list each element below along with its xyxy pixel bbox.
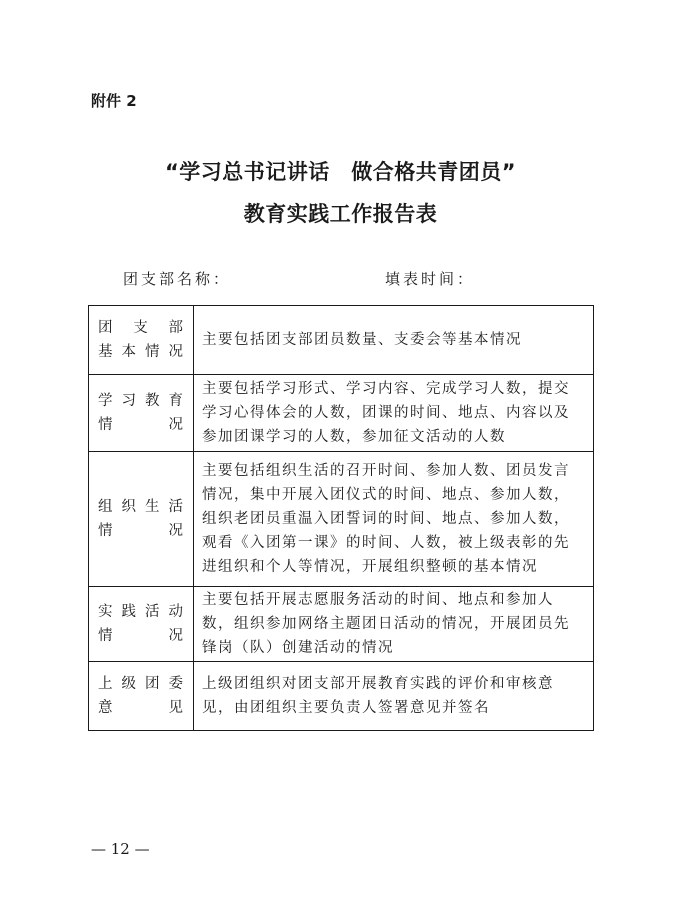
row-label-line: 学习教育 [98, 393, 184, 409]
row-label-line: 情况 [98, 523, 184, 539]
row-label-line: 团支部 [98, 320, 184, 336]
row-label-line: 情况 [98, 417, 184, 433]
row-content-study: 主要包括学习形式、学习内容、完成学习人数，提交学习心得体会的人数，团课的时间、地点、内容以及参加团课学习的人数，参加征文活动的人数 [194, 375, 594, 452]
row-label-practice [89, 587, 194, 662]
document-title-line1: “学习总书记讲话 做合格共青团员” [164, 160, 517, 184]
row-label-line: 基本情况 [98, 344, 184, 360]
row-label-line: 情况 [98, 628, 184, 644]
row-label-line: 上级团委 [98, 676, 184, 692]
document-title-line2: 教育实践工作报告表 [243, 202, 438, 226]
table-row [89, 306, 594, 375]
row-label-org-life [89, 452, 194, 587]
row-label-line: 实践活动 [98, 604, 184, 620]
row-label-line: 意见 [98, 700, 184, 716]
page-number: — 12 — [91, 840, 150, 858]
row-label-basic [89, 306, 194, 375]
row-label-line: 组织生活 [98, 499, 184, 515]
branch-name-label: 团支部名称： [123, 270, 232, 288]
row-label-superior [89, 662, 194, 731]
fill-time-label: 填表时间： [385, 270, 476, 288]
table-row [89, 587, 594, 662]
table-row [89, 452, 594, 587]
row-content-superior: 上级团组织对团支部开展教育实践的评价和审核意见，由团组织主要负责人签署意见并签名 [194, 662, 594, 731]
row-label-study [89, 375, 194, 452]
report-table [88, 305, 594, 731]
row-content-org-life: 主要包括组织生活的召开时间、参加人数、团员发言情况，集中开展入团仪式的时间、地点、参加人数，组织老团员重温入团誓词的时间、地点、参加人数，观看《入团第一课》的时间、人数，被上级表彰的先进组织和个人等情况，开展组织整顿的基本情况 [194, 452, 594, 587]
row-content-basic: 主要包括团支部团员数量、支委会等基本情况 [194, 306, 594, 375]
row-content-practice: 主要包括开展志愿服务活动的时间、地点和参加人数，组织参加网络主题团日活动的情况，开展团员先锋岗（队）创建活动的情况 [194, 587, 594, 662]
table-row [89, 662, 594, 731]
attachment-label: 附件 2 [91, 92, 137, 110]
table-row [89, 375, 594, 452]
